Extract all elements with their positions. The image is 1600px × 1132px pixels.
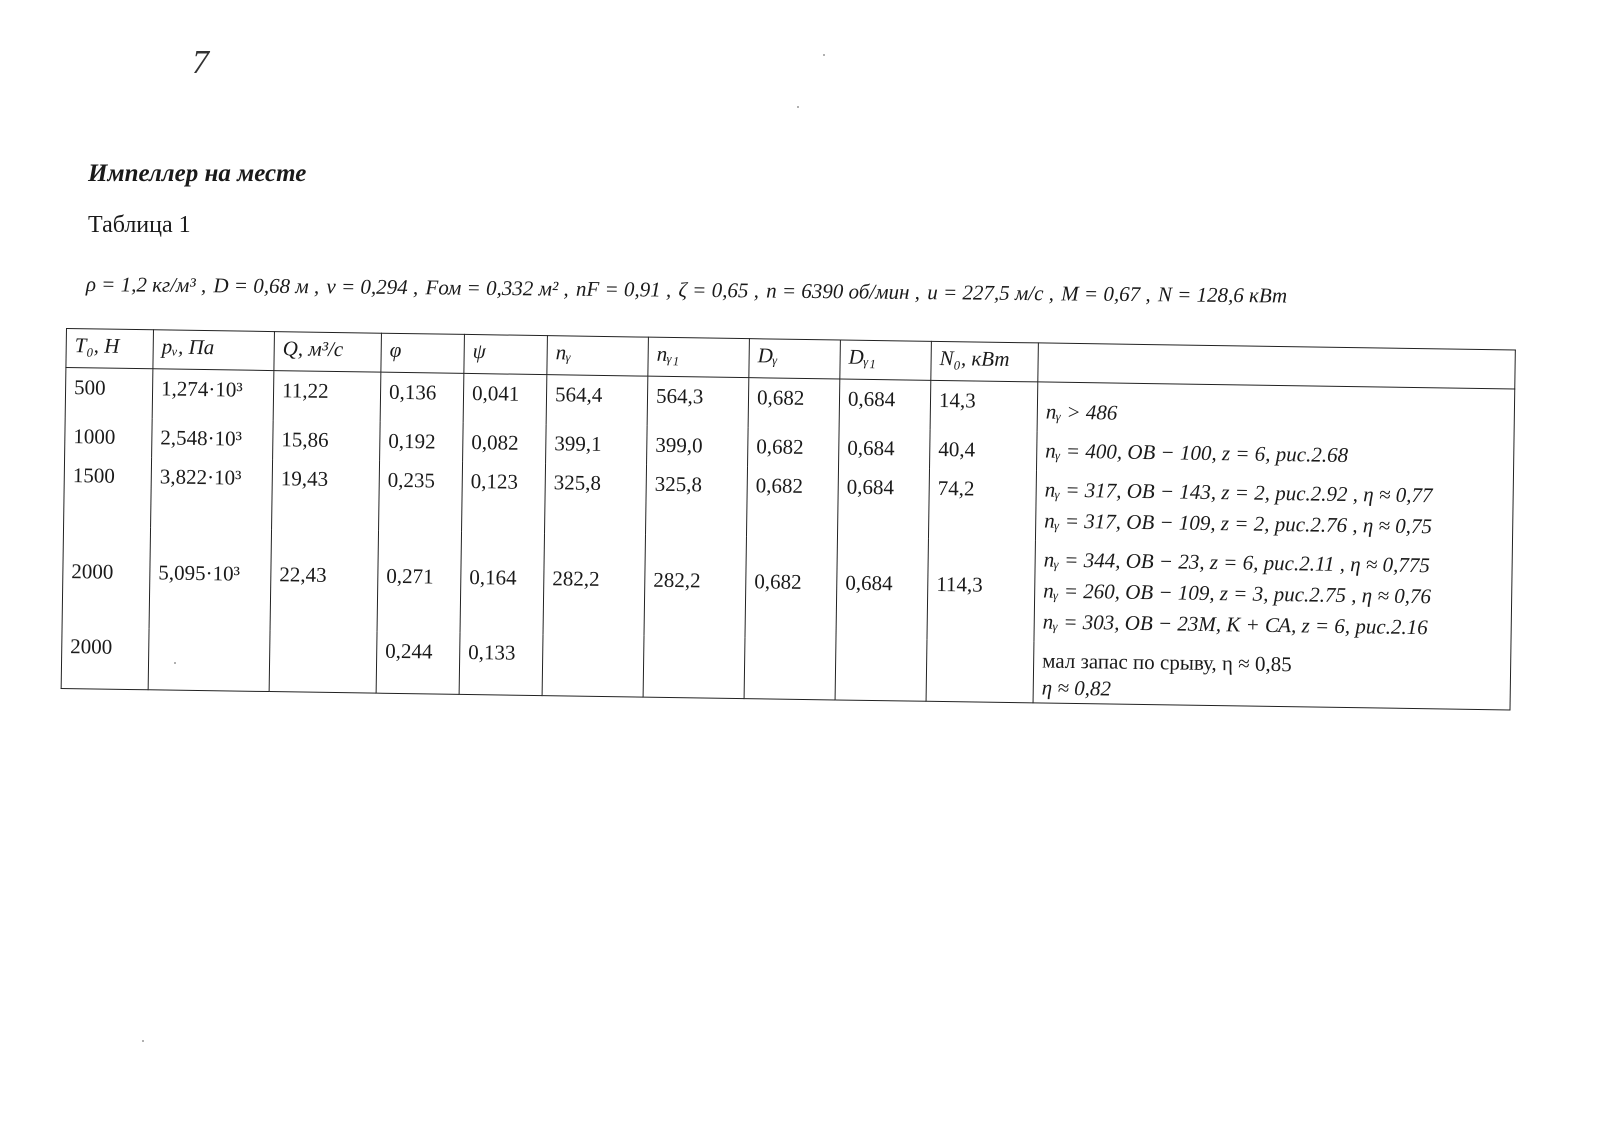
param-density: ρ = 1,2 кг/м³ , [85,272,207,298]
cell-power: 14,3 [930,380,1038,431]
cell-phi: 0,244 [376,632,460,695]
cell-ny1: 282,2 [644,535,746,637]
note-text: nᵧ = 260, ОВ − 109, z = 3, рис.2.75 , η ≈ 0,76 [1043,578,1432,609]
note-text: nᵧ = 400, ОВ − 100, z = 6, рис.2.68 [1045,438,1349,468]
cell-thrust: 500 [65,368,153,419]
header-dy: Dᵧ [749,339,841,379]
cell-dy: 0,682 [746,466,838,537]
cell-dy: 0,682 [748,427,840,467]
results-table [61,328,1516,710]
note-text: nᵧ = 317, ОВ − 143, z = 2, рис.2.92 , η ≈ 0,77 [1044,477,1433,508]
section-heading: Импеллер на месте [88,160,307,187]
cell-dy1: 0,684 [836,537,928,639]
cell-thrust: 1500 [64,456,152,527]
param-area: Fом = 0,332 м² , [425,275,569,301]
cell-ny: 282,2 [543,533,645,635]
header-ny1: nᵧ₁ [648,337,750,377]
note-text: nᵧ = 344, ОВ − 23, z = 6, рис.2.11 , η ≈ 0,775 [1043,547,1431,578]
header-pressure: pᵥ, Па [153,330,275,371]
cell-note [1033,641,1511,710]
results-table-wrapper [61,328,1516,710]
cell-dy [744,637,836,700]
cell-flow: 19,43 [272,459,380,531]
cell-pressure [148,628,270,691]
cell-flow: 11,22 [273,371,381,422]
param-speed: n = 6390 об/мин , [766,278,921,305]
cell-flow: 22,43 [270,529,378,632]
cell-note [1035,470,1513,547]
cell-dy1 [835,638,927,701]
cell-power: 40,4 [930,430,1038,471]
cell-dy1: 0,684 [839,428,931,468]
param-power: N = 128,6 кВт [1157,282,1288,308]
parameters-line [86,272,1290,309]
note-text: nᵧ = 317, ОВ − 109, z = 2, рис.2.76 , η ≈ 0,75 [1044,508,1433,539]
param-zeta: ζ = 0,65 , [678,277,760,303]
param-mach: M = 0,67 , [1061,281,1151,307]
cell-ny: 564,4 [546,375,648,426]
cell-pressure: 2,548·10³ [152,418,274,459]
cell-dy: 0,682 [748,378,840,429]
param-diameter: D = 0,68 м , [213,273,320,299]
cell-pressure: 1,274·10³ [152,369,274,420]
param-hub-ratio: ν = 0,294 , [326,274,419,300]
table-caption: Таблица 1 [88,212,191,238]
note-text: η ≈ 0,82 [1041,675,1112,701]
cell-note [1037,382,1515,439]
header-psi: ψ [464,334,548,374]
cell-phi: 0,136 [380,372,464,423]
header-dy1: Dᵧ₁ [840,340,932,380]
cell-dy1: 0,684 [837,467,929,538]
cell-psi: 0,123 [462,462,546,533]
cell-flow [269,630,377,693]
scan-speck [142,1040,144,1042]
cell-thrust: 2000 [61,627,149,690]
header-ny: nᵧ [547,336,649,376]
header-flow: Q, м³/с [274,332,382,373]
cell-ny1: 399,0 [647,426,749,466]
cell-psi: 0,041 [463,373,547,424]
cell-psi: 0,164 [460,532,544,634]
header-power: N₀, кВт [931,341,1039,382]
cell-power: 114,3 [927,539,1035,642]
param-nf: nF = 0,91 , [575,276,672,302]
cell-phi: 0,271 [377,531,461,633]
param-tip-speed: u = 227,5 м/с , [927,280,1055,306]
cell-dy: 0,682 [745,536,837,638]
cell-ny: 399,1 [546,424,648,464]
scan-speck [174,662,176,664]
cell-phi: 0,192 [380,422,464,462]
cell-ny1 [643,636,745,699]
note-text: мал запас по срыву, η ≈ 0,85 [1041,648,1292,677]
cell-psi: 0,133 [459,633,543,696]
cell-pressure: 5,095·10³ [149,527,271,630]
cell-pressure: 3,822·10³ [151,457,273,529]
scan-speck [797,106,799,108]
cell-psi: 0,082 [463,423,547,463]
cell-flow: 15,86 [273,420,381,461]
cell-phi: 0,235 [379,461,463,532]
scan-speck [823,54,825,56]
cell-note [1034,540,1512,648]
cell-thrust: 2000 [62,526,150,628]
header-thrust: T₀, Н [66,329,154,369]
cell-ny [542,634,644,697]
page-number: 7 [192,44,209,81]
cell-power: 74,2 [928,469,1036,541]
cell-thrust: 1000 [65,417,153,457]
cell-ny1: 325,8 [645,465,747,536]
cell-dy1: 0,684 [839,379,931,430]
cell-ny: 325,8 [545,463,647,534]
note-text: nᵧ > 486 [1045,399,1118,425]
header-phi: φ [381,333,465,373]
cell-power [926,640,1034,703]
cell-ny1: 564,3 [647,376,749,427]
note-text: nᵧ = 303, ОВ − 23М, К + СА, z = 6, рис.2.16 [1042,609,1428,640]
